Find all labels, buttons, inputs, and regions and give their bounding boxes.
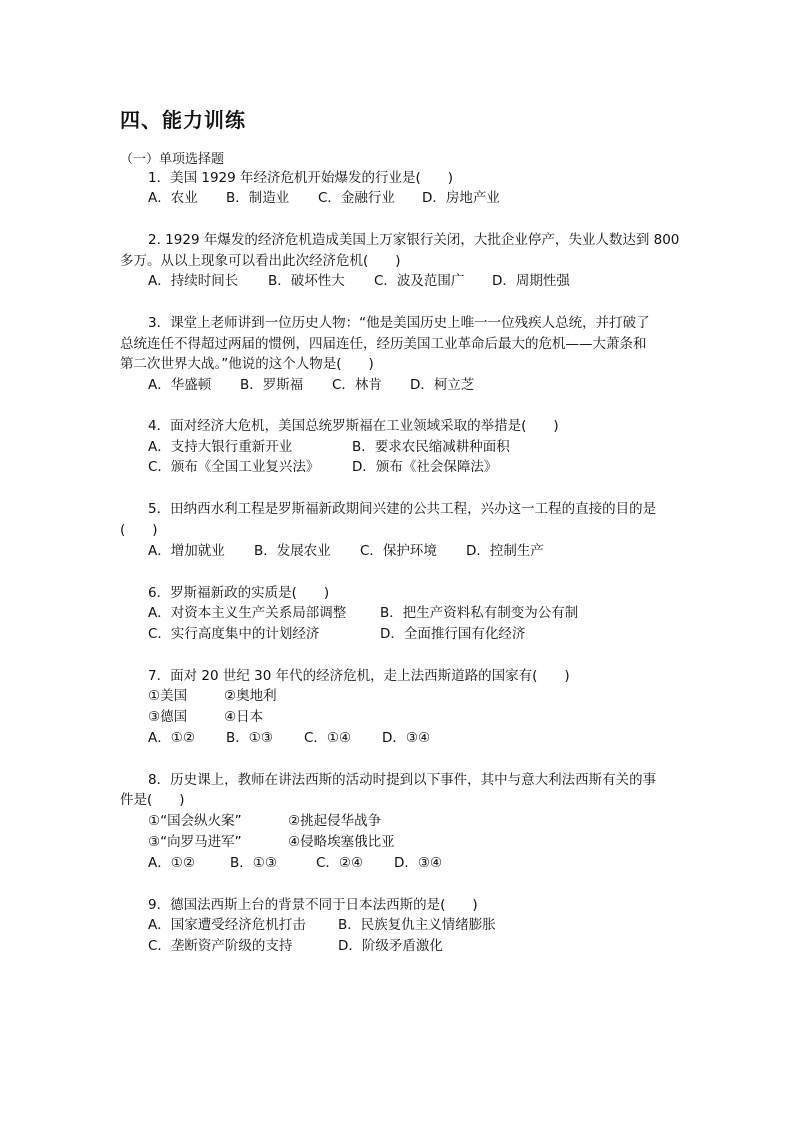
option-c: C．金融行业 <box>318 190 395 206</box>
item-3: ③德国 <box>148 709 188 725</box>
question-6-stem: 6．罗斯福新政的实质是( ) <box>148 585 330 601</box>
option-c: C．实行高度集中的计划经济 <box>148 626 320 642</box>
question-3-options <box>148 375 474 395</box>
question-3-stem-line3: 第二次世界大战。”他说的这个人物是( ) <box>120 356 374 372</box>
question-2-stem-line2: 多万。从以上现象可以看出此次经济危机( ) <box>120 253 401 269</box>
option-a: A．国家遭受经济危机打击 <box>148 917 306 933</box>
option-a: A．持续时间长 <box>148 273 239 289</box>
section-heading: （一）单项选择题 <box>120 152 225 167</box>
question-3-stem-line1: 3．课堂上老师讲到一位历史人物：“他是美国历史上唯一一位残疾人总统，并打破了 <box>148 315 650 331</box>
item-2: ②奥地利 <box>224 688 277 704</box>
option-b: B．①③ <box>226 730 273 746</box>
item-3: ③“向罗马进军” <box>148 834 242 850</box>
item-1: ①美国 <box>148 688 188 704</box>
question-4-options-row2 <box>148 457 497 477</box>
question-7-items-row1 <box>148 686 277 706</box>
option-a: A．农业 <box>148 190 198 206</box>
option-b: B．制造业 <box>226 190 290 206</box>
question-2-options <box>148 271 570 291</box>
option-a: A．支持大银行重新开业 <box>148 439 293 455</box>
option-b: B．要求农民缩减耕种面积 <box>352 439 510 455</box>
question-8-options <box>148 853 442 873</box>
question-1-options <box>148 188 500 208</box>
option-a: A．①② <box>148 730 195 746</box>
question-7-stem: 7．面对 20 世纪 30 年代的经济危机，走上法西斯道路的国家有( ) <box>148 668 570 684</box>
question-9-stem: 9．德国法西斯上台的背景不同于日本法西斯的是( ) <box>148 897 478 913</box>
option-c: C．保护环境 <box>360 543 437 559</box>
option-b: B．罗斯福 <box>240 377 304 393</box>
option-b: B．①③ <box>230 855 277 871</box>
option-a: A．华盛顿 <box>148 377 212 393</box>
question-6-options-row1 <box>148 603 578 623</box>
page-title: 四、能力训练 <box>120 108 246 132</box>
question-8-items-row2 <box>148 832 395 852</box>
option-d: D．柯立芝 <box>410 377 475 393</box>
option-d: D．阶级矛盾激化 <box>338 938 443 954</box>
option-d: D．控制生产 <box>466 543 544 559</box>
option-a: A．对资本主义生产关系局部调整 <box>148 605 347 621</box>
option-d: D．颁布《社会保障法》 <box>352 459 498 475</box>
question-7-options <box>148 728 430 748</box>
item-4: ④侵略埃塞俄比亚 <box>288 834 395 850</box>
question-9-options-row2 <box>148 936 443 956</box>
option-d: D．周期性强 <box>492 273 570 289</box>
item-2: ②挑起侵华战争 <box>288 813 382 829</box>
question-4-stem: 4．面对经济大危机，美国总统罗斯福在工业领域采取的举措是( ) <box>148 418 559 434</box>
question-8-stem-line1: 8．历史课上，教师在讲法西斯的活动时提到以下事件，其中与意大利法西斯有关的事 <box>148 772 657 788</box>
question-9-options-row1 <box>148 915 496 935</box>
option-c: C．②④ <box>316 855 364 871</box>
option-c: C．波及范围广 <box>374 273 465 289</box>
question-4-options-row1 <box>148 437 510 457</box>
question-2-stem-line1: 2. 1929 年爆发的经济危机造成美国上万家银行关闭，大批企业停产，失业人数达到 800 <box>148 232 680 248</box>
question-1-stem: 1．美国 1929 年经济危机开始爆发的行业是( ) <box>148 170 454 186</box>
question-5-stem-line2: ( ) <box>120 522 158 538</box>
question-5-stem-line1: 5．田纳西水利工程是罗斯福新政期间兴建的公共工程，兴办这一工程的直接的目的是 <box>148 501 657 517</box>
question-6-options-row2 <box>148 624 525 644</box>
option-c: C．颁布《全国工业复兴法》 <box>148 459 320 475</box>
option-c: C．林肯 <box>332 377 382 393</box>
option-b: B．发展农业 <box>254 543 331 559</box>
item-1: ①“国会纵火案” <box>148 813 242 829</box>
option-d: D．全面推行国有化经济 <box>380 626 526 642</box>
question-7-items-row2 <box>148 707 263 727</box>
item-4: ④日本 <box>224 709 264 725</box>
question-5-options <box>148 541 544 561</box>
option-d: D．房地产业 <box>422 190 500 206</box>
question-8-items-row1 <box>148 811 381 831</box>
question-3-stem-line2: 总统连任不得超过两届的惯例，四届连任，经历美国工业革命后最大的危机——大萧条和 <box>120 336 647 352</box>
question-8-stem-line2: 件是( ) <box>120 792 185 808</box>
option-d: D．③④ <box>394 855 443 871</box>
option-b: B．把生产资料私有制变为公有制 <box>380 605 579 621</box>
option-a: A．增加就业 <box>148 543 225 559</box>
option-d: D．③④ <box>382 730 431 746</box>
option-a: A．①② <box>148 855 195 871</box>
option-b: B．破坏性大 <box>268 273 345 289</box>
option-c: C．垄断资产阶级的支持 <box>148 938 293 954</box>
option-b: B．民族复仇主义情绪膨胀 <box>338 917 496 933</box>
option-c: C．①④ <box>304 730 352 746</box>
